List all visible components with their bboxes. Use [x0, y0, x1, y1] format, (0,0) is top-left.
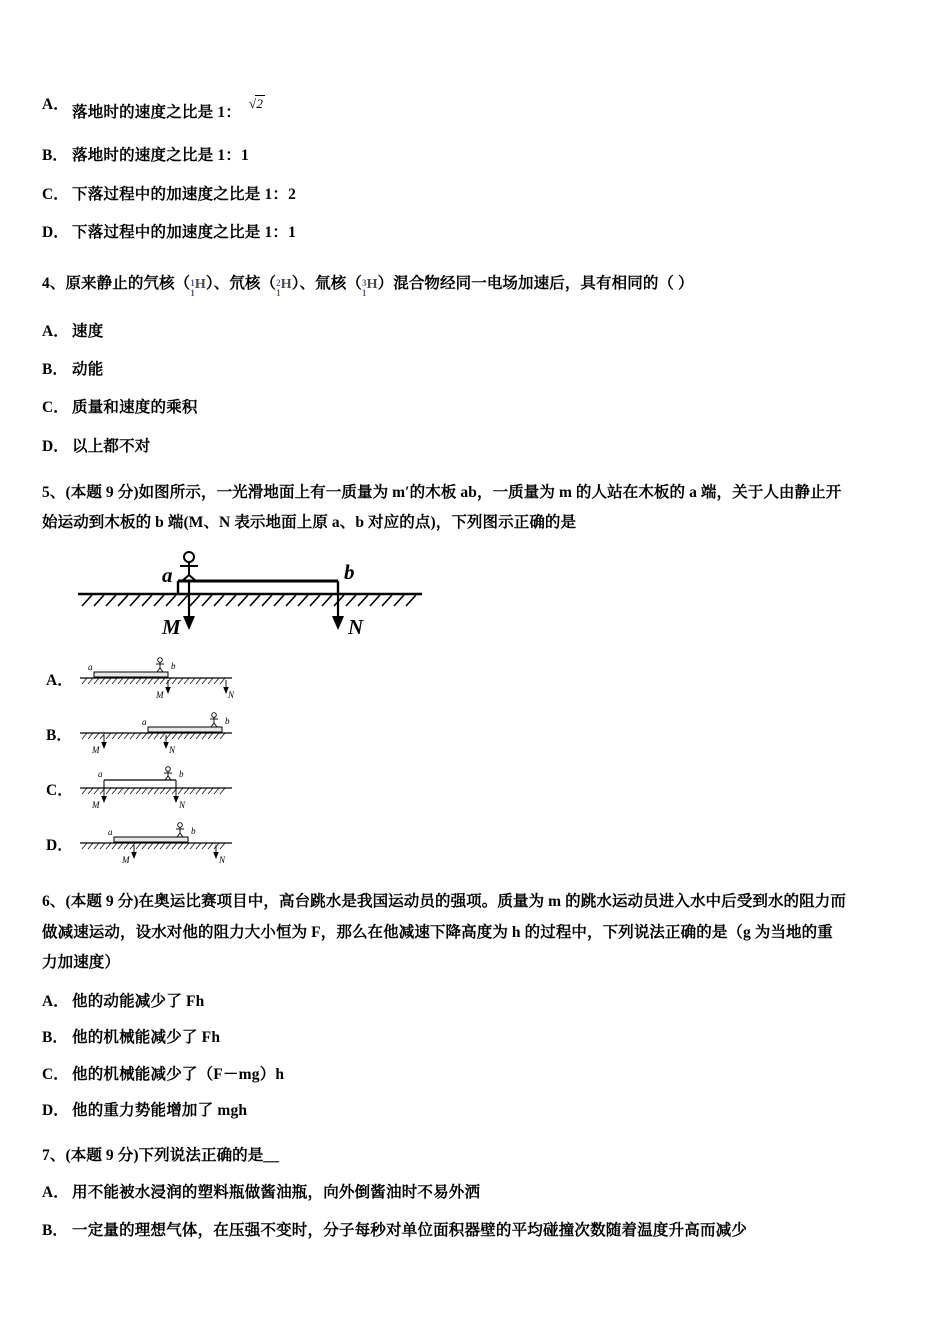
- question6-number: 6、: [42, 893, 66, 911]
- question6-option-a: [42, 992, 908, 1011]
- option-d-label-b: b: [191, 826, 196, 837]
- question4-option-d: [42, 437, 908, 456]
- question5-option-c: [44, 766, 908, 812]
- question4-stem-part2: ）、氘核（: [205, 274, 277, 292]
- option-label: B．: [46, 727, 72, 745]
- option-label: D．: [42, 1102, 69, 1120]
- question3-option-c: [42, 185, 908, 204]
- option-text: 速度: [72, 322, 104, 340]
- question7-score-tag: (本题 9 分): [65, 1146, 139, 1164]
- option-label: C．: [42, 1065, 69, 1083]
- question4-option-a: [42, 322, 908, 341]
- question5-stem-line2: 始运动到木板的 b 端(M、N 表示地面上原 a、b 对应的点)，下列图示正确的是: [42, 514, 577, 532]
- option-c-label-a: a: [98, 769, 103, 780]
- option-text: 一定量的理想气体，在压强不变时，分子每秒对单位面积器壁的平均碰撞次数随着温度升高而减少: [72, 1222, 748, 1240]
- option-label: D．: [42, 437, 69, 455]
- option-d-label-N: N: [219, 855, 226, 866]
- question5-main-figure: [70, 546, 430, 642]
- question5-text-line1: 如图所示，一光滑地面上有一质量为 m′的木板 ab，一质量为 m 的人站在木板的 a 端，关于人由静止开: [138, 484, 842, 501]
- figure-label-a: a: [162, 563, 173, 588]
- option-a-label-b: b: [171, 661, 176, 672]
- question5-options-figures: [44, 656, 908, 867]
- question5-block: [42, 478, 908, 538]
- option-label: A．: [42, 1183, 69, 1201]
- question7-block: [42, 1141, 908, 1171]
- option-c-label-N: N: [179, 800, 186, 811]
- question4-stem-part1: 原来静止的氕核（: [65, 274, 191, 292]
- option-b-label-a: a: [142, 717, 147, 728]
- option-text: 动能: [72, 360, 104, 378]
- question7-stem: [42, 1141, 908, 1171]
- option-label: A．: [42, 96, 69, 113]
- question4-option-c: [42, 398, 908, 417]
- figure-label-b: b: [344, 560, 355, 585]
- option-c-figure: [76, 766, 236, 812]
- question4-option-b: [42, 360, 908, 379]
- question7-options-block: [42, 1183, 908, 1241]
- question4-stem-part3: ）、氚核（: [291, 274, 363, 292]
- question6-option-c: [42, 1065, 908, 1084]
- option-text: 落地时的速度之比是 1：√2: [72, 96, 264, 121]
- option-a-label-M: M: [156, 690, 164, 701]
- question6-stem-line3: 力加速度）: [42, 953, 121, 971]
- question6-stem-line1: [42, 887, 908, 917]
- question6-text-line1: 在奥运比赛项目中，高台跳水是我国运动员的强项。质量为 m 的跳水运动员进入水中后受到水的阻力而: [138, 893, 846, 911]
- question6-options-block: [42, 992, 908, 1121]
- option-text: 他的机械能减少了（F－mg）h: [72, 1065, 285, 1083]
- question5-score-tag: (本题 9 分): [65, 484, 139, 501]
- sqrt-symbol: √2: [249, 96, 264, 111]
- option-text: 他的动能减少了 Fh: [72, 993, 205, 1011]
- question4-stem: [42, 269, 908, 300]
- question6-option-d: [42, 1101, 908, 1120]
- question5-option-d: [44, 821, 908, 867]
- option-text: 质量和速度的乘积: [72, 399, 198, 417]
- option-label: C．: [42, 185, 69, 203]
- option-label: D．: [42, 224, 69, 242]
- option-text: 下落过程中的加速度之比是 1：2: [72, 185, 297, 203]
- option-b-label-M: M: [92, 745, 100, 756]
- option-b-figure: [76, 711, 236, 757]
- option-c-label-M: M: [92, 800, 100, 811]
- option-label: C．: [42, 399, 69, 417]
- option-text: 他的重力势能增加了 mgh: [72, 1102, 248, 1120]
- option-label: C．: [46, 782, 73, 800]
- figure-label-N: N: [348, 615, 364, 640]
- question5-option-b: [44, 711, 908, 757]
- question4-options-block: [42, 322, 908, 457]
- option-label: B．: [42, 360, 68, 378]
- option-b-label-N: N: [169, 745, 176, 756]
- option-a-figure: [76, 656, 236, 702]
- isotope-protium: 1 1 H: [190, 276, 206, 298]
- option-label: D．: [46, 837, 73, 855]
- isotope-deuterium: 2 1 H: [276, 276, 292, 298]
- question3-options-block: [42, 95, 908, 243]
- question4-number: 4、: [42, 274, 66, 292]
- question7-text: 下列说法正确的是＿: [138, 1146, 279, 1164]
- option-label: A．: [42, 993, 69, 1011]
- option-b-label-b: b: [225, 716, 230, 727]
- page-content: [42, 95, 908, 1260]
- option-label: B．: [42, 1029, 68, 1047]
- question6-score-tag: (本题 9 分): [65, 893, 139, 911]
- question3-option-b: [42, 146, 908, 165]
- isotope-tritium: 3 1 H: [362, 276, 378, 298]
- option-text: 下落过程中的加速度之比是 1：1: [72, 224, 297, 242]
- question7-number: 7、: [42, 1146, 66, 1164]
- sqrt-radicand: 2: [256, 96, 264, 111]
- question3-option-d: [42, 223, 908, 242]
- option-text: 落地时的速度之比是 1：1: [72, 147, 249, 165]
- option-label: B．: [42, 1222, 68, 1240]
- question6-stem-line2: 做减速运动，设水对他的阻力大小恒为 F，那么在他减速下降高度为 h 的过程中，下列说法正确的是（g 为当地的重: [42, 923, 833, 941]
- question7-option-b: [42, 1221, 908, 1240]
- question5-option-a: [44, 656, 908, 702]
- question6-option-b: [42, 1028, 908, 1047]
- option-d-figure: [76, 821, 236, 867]
- question4-stem-part4: ）混合物经同一电场加速后，具有相同的（ ）: [377, 274, 694, 292]
- option-label: A．: [42, 322, 69, 340]
- option-a-label-N: N: [228, 690, 235, 701]
- option-c-label-b: b: [179, 769, 184, 780]
- question3-option-a: [42, 95, 908, 122]
- option-label: B．: [42, 147, 68, 165]
- question5-number: 5、: [42, 484, 66, 501]
- question4-block: [42, 269, 908, 300]
- option-a-label-a: a: [88, 662, 93, 673]
- figure-label-M: M: [162, 615, 181, 640]
- option-d-label-M: M: [122, 855, 130, 866]
- option-label: A．: [46, 672, 73, 690]
- option-text: 以上都不对: [72, 437, 151, 455]
- question5-stem-line1: [42, 478, 908, 508]
- option-text: 用不能被水浸润的塑料瓶做酱油瓶，向外倒酱油时不易外洒: [72, 1183, 481, 1201]
- question6-block: [42, 887, 908, 978]
- option-text: 他的机械能减少了 Fh: [72, 1029, 221, 1047]
- option-d-label-a: a: [108, 827, 113, 838]
- question7-option-a: [42, 1183, 908, 1202]
